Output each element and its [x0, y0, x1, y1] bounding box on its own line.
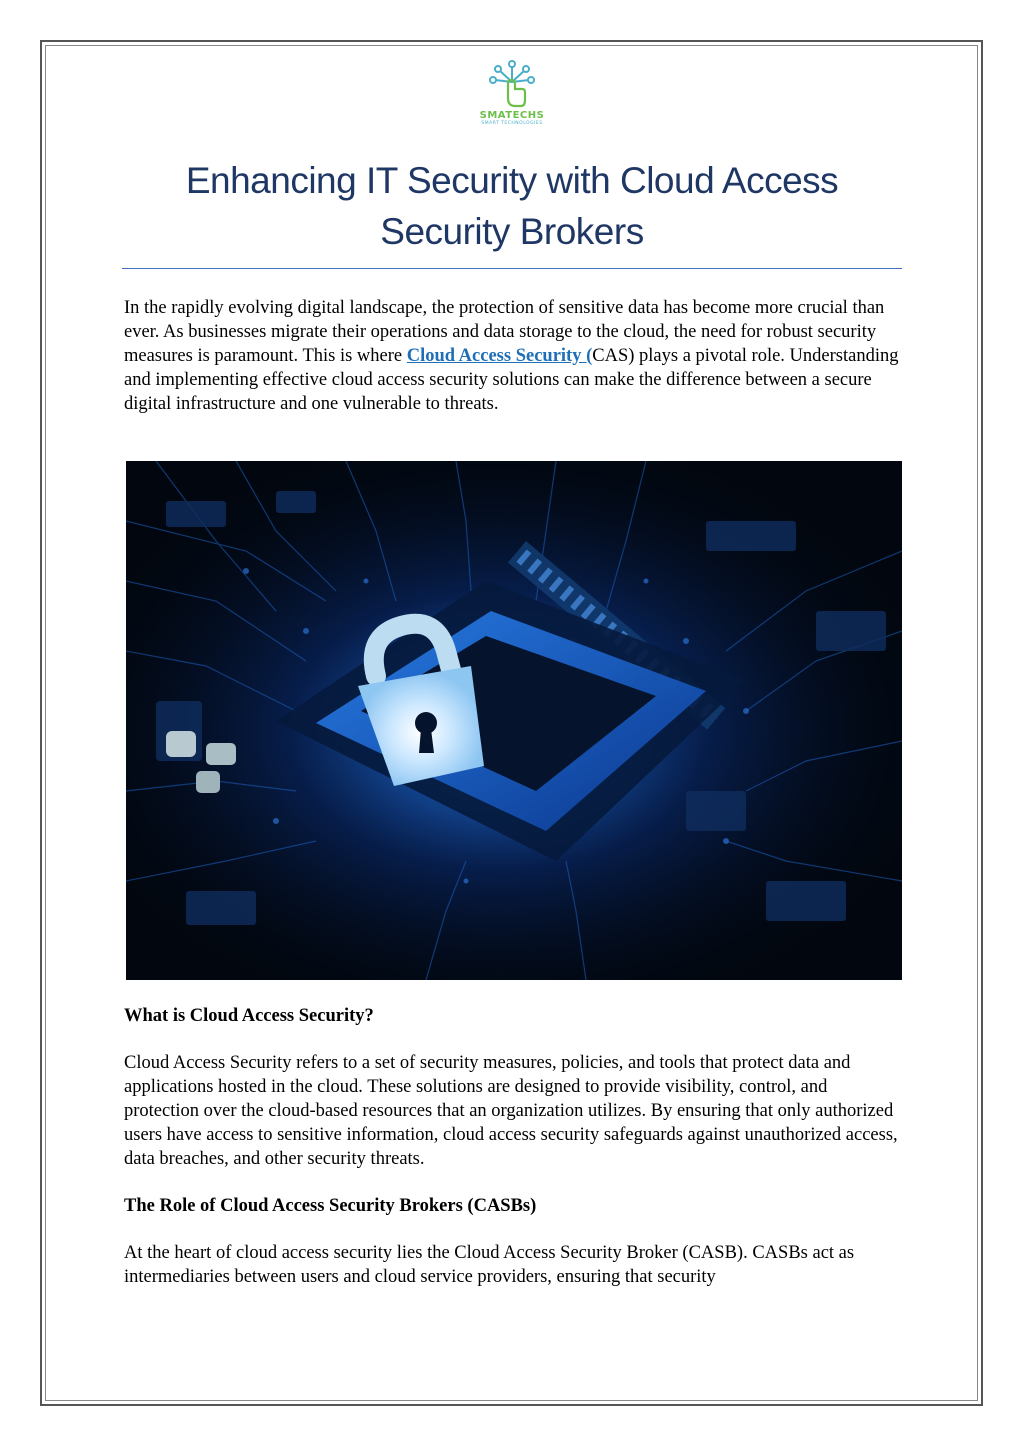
section2-heading: The Role of Cloud Access Security Brokers (CASBs) — [124, 1196, 537, 1216]
logo-tagline: SMART TECHNOLOGIES — [481, 121, 543, 126]
page-title-line1: Enhancing IT Security with Cloud Access — [185, 160, 839, 201]
hero-image — [126, 461, 902, 980]
circuit-board-illustration — [126, 461, 902, 980]
title-underline — [122, 268, 902, 269]
section2-body: At the heart of cloud access security lies the Cloud Access Security Broker (CASB). CASBs act as intermediaries between users and cloud service providers, ensuring that security — [124, 1243, 855, 1287]
page-title — [122, 155, 902, 257]
intro-text-end: CAS) plays a pivotal role. Understanding and implementing effective cloud access security solutions can make the difference between a secure digital infrastructure and one vulnerable to threats. — [124, 346, 899, 414]
section1-body: Cloud Access Security refers to a set of security measures, policies, and tools that protect data and applications hosted in the cloud. These solutions are designed to provide visibility, control, and protection over the cloud-based resources that an organization utilizes. By ensuring that only authorized users have access to sensitive information, cloud access security safeguards against unauthorized access, data breaches, and other security threats. — [124, 1053, 898, 1169]
intro-paragraph — [124, 296, 904, 416]
intro-text-start: In the rapidly evolving digital landscape, the protection of sensitive data has become more crucial than ever. As businesses migrate their operations and data storage to the cloud, the need for robust security measures is paramount. This is where — [124, 298, 885, 366]
page-title-line2: Security Brokers — [380, 211, 644, 252]
section1-heading: What is Cloud Access Security? — [124, 1006, 374, 1026]
circuit-hand-icon — [487, 58, 537, 110]
brand-logo — [460, 58, 564, 138]
cloud-access-security-link[interactable]: Cloud Access Security ( — [406, 346, 593, 366]
logo-name: SMATECHS — [479, 110, 545, 121]
